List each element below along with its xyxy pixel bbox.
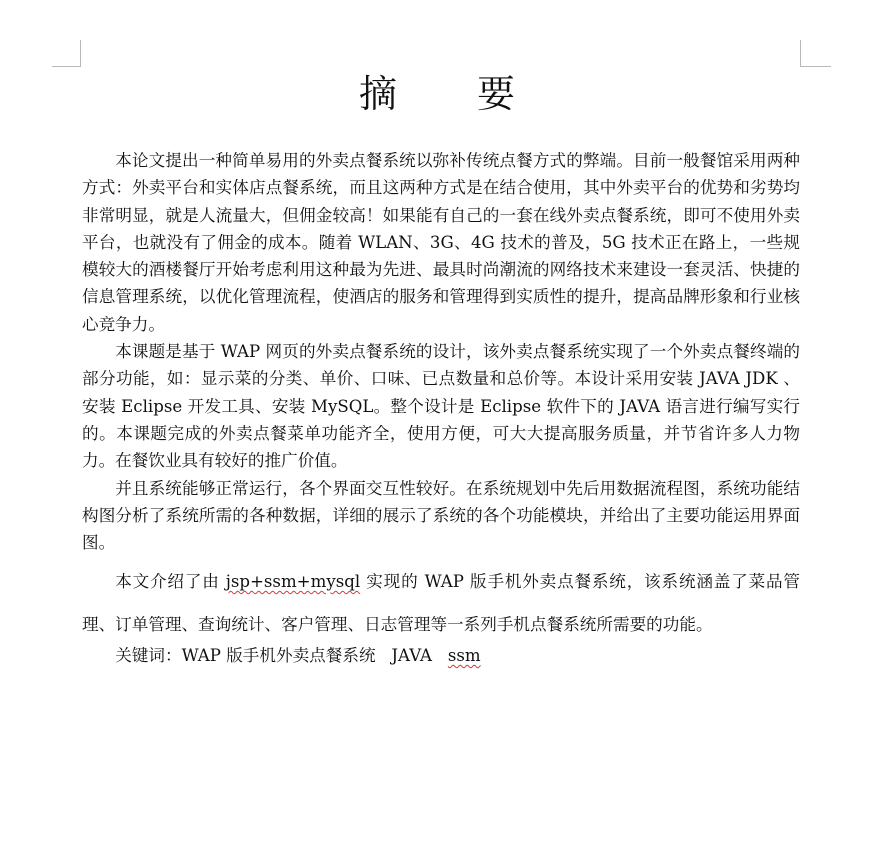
- crop-mark-top-left: [52, 40, 81, 67]
- keyword-2: JAVA: [391, 646, 433, 665]
- keyword-3: ssm: [447, 646, 481, 665]
- paragraph-1: 本论文提出一种简单易用的外卖点餐系统以弥补传统点餐方式的弊端。目前一般餐馆采用两种方式：外卖平台和实体店点餐系统，而且这两种方式是在结合使用，其中外卖平台的优势和劣势均非常明显，就是人流量大，但佣金较高！如果能有自己的一套在线外卖点餐系统，即可不使用外卖平台，也就没有了佣金的成本。随着 WLAN、3G、4G 技术的普及，5G 技术正在路上，一些规模较大的酒楼餐厅开始考虑利用这种最为先进、最具时尚潮流的网络技术来建设一套灵活、快捷的信息管理系统，以优化管理流程，使酒店的服务和管理得到实质性的提升，提高品牌形象和行业核心竞争力。: [82, 151, 800, 334]
- keyword-1: WAP 版手机外卖点餐系统: [181, 646, 376, 665]
- title-char-1: 摘: [358, 72, 399, 116]
- p4-text-before: 本文介绍了由: [115, 572, 226, 591]
- title-char-2: 要: [477, 72, 518, 116]
- paragraph-3: 并且系统能够正常运行，各个界面交互性较好。在系统规划中先后用数据流程图，系统功能结构图分析了系统所需的各种数据，详细的展示了系统的各个功能模块，并给出了主要功能运用界面图。: [82, 478, 800, 553]
- keywords-label: 关键词：: [115, 646, 182, 665]
- abstract-body: [82, 147, 800, 556]
- p4-tech-stack: jsp+ssm+mysql: [225, 572, 361, 591]
- page-title: [0, 68, 876, 120]
- keywords-line: [82, 642, 800, 669]
- paragraph-2: 本课题是基于 WAP 网页的外卖点餐系统的设计，该外卖点餐系统实现了一个外卖点餐终端的部分功能，如：显示菜的分类、单价、口味、已点数量和总价等。本设计采用安装 JAVA JDK 、安装 Eclipse 开发工具、安装 MySQL。整个设计是 Eclipse 软件下的 JAVA 语言进行编写实行的。本课题完成的外卖点餐菜单功能齐全，使用方便，可大大提高服务质量，并节省许多人力物力。在餐饮业具有较好的推广价值。: [82, 342, 800, 471]
- p4-text-after: 实现的 WAP 版手机外卖点餐系统，该系统涵盖了菜品管理、订单管理、查询统计、客户管理、日志管理等一系列手机点餐系统所需要的功能。: [82, 572, 800, 634]
- paragraph-4: [82, 560, 800, 646]
- crop-mark-top-right: [800, 40, 831, 67]
